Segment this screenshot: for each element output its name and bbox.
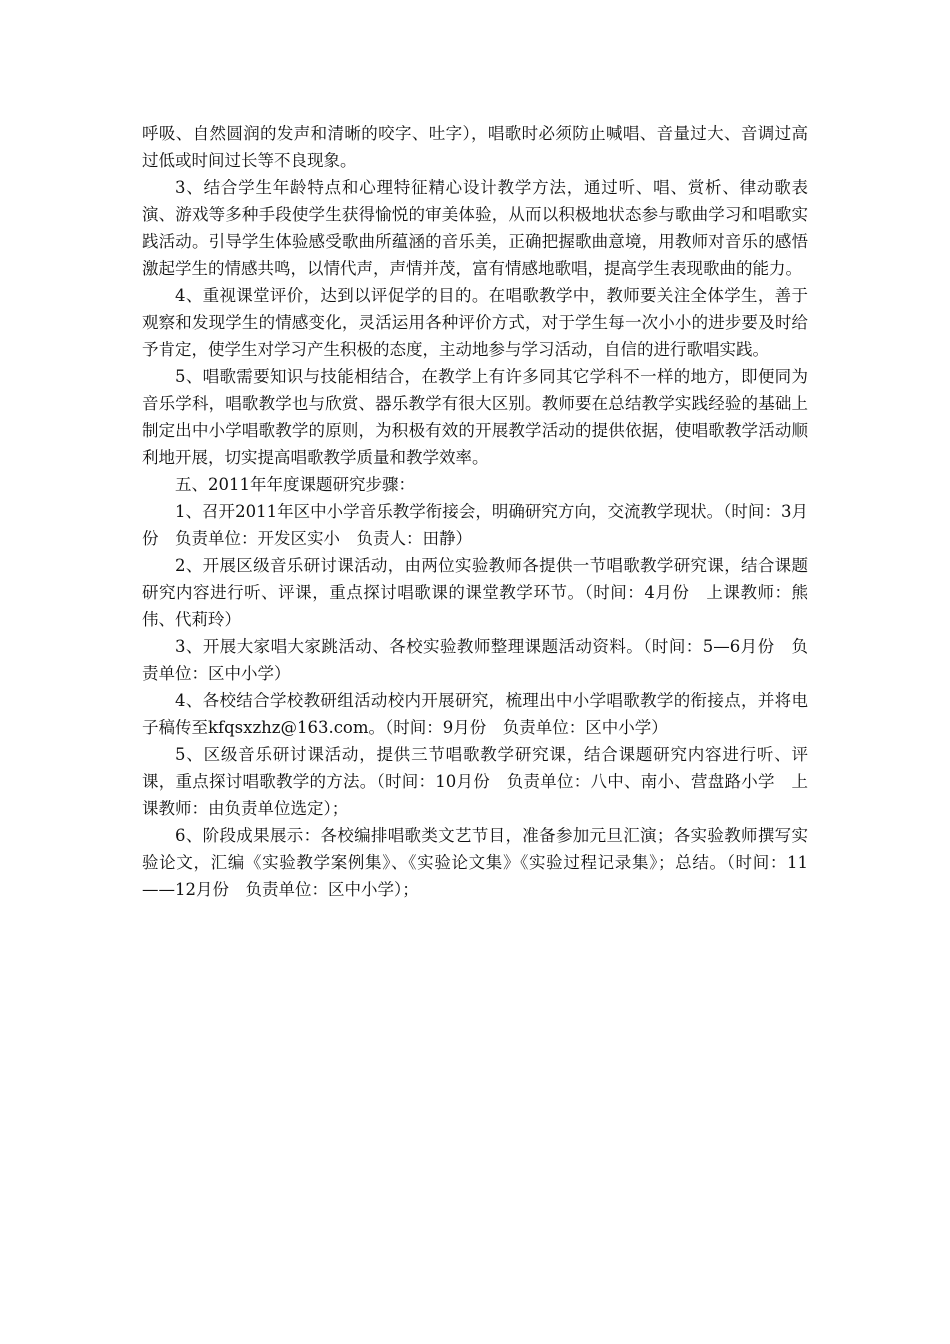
paragraph-item-5: 5、唱歌需要知识与技能相结合，在教学上有许多同其它学科不一样的地方，即便同为音乐学科，唱歌教学也与欣赏、器乐教学有很大区别。教师要在总结教学实践经验的基础上制定出中小学唱歌教学的原则，为积极有效的开展教学活动的提供依据，使唱歌教学活动顺利地开展，切实提高唱歌教学质量和教学效率。 xyxy=(142,367,808,467)
step-3: 3、开展大家唱大家跳活动、各校实验教师整理课题活动资料。（时间：5—6月份 负责单位：区中小学） xyxy=(142,637,808,683)
paragraph-item-4: 4、重视课堂评价，达到以评促学的目的。在唱歌教学中，教师要关注全体学生，善于观察和发现学生的情感变化，灵活运用各种评价方式，对于学生每一次小小的进步要及时给予肯定，使学生对学习产生积极的态度，主动地参与学习活动，自信的进行歌唱实践。 xyxy=(142,286,808,359)
paragraph-item-3: 3、结合学生年龄特点和心理特征精心设计教学方法，通过听、唱、赏析、律动歌表演、游戏等多种手段使学生获得愉悦的审美体验，从而以积极地状态参与歌曲学习和唱歌实践活动。引导学生体验感受歌曲所蕴涵的音乐美，正确把握歌曲意境，用教师对音乐的感悟激起学生的情感共鸣，以情代声，声情并茂，富有情感地歌唱，提高学生表现歌曲的能力。 xyxy=(142,178,808,278)
paragraph-continuation: 呼吸、自然圆润的发声和清晰的咬字、吐字），唱歌时必须防止喊唱、音量过大、音调过高过低或时间过长等不良现象。 xyxy=(142,124,808,170)
step-2: 2、开展区级音乐研讨课活动，由两位实验教师各提供一节唱歌教学研究课，结合课题研究内容进行听、评课，重点探讨唱歌课的课堂教学环节。（时间：4月份 上课教师：熊伟、代莉玲） xyxy=(142,556,808,629)
step-6: 6、阶段成果展示：各校编排唱歌类文艺节目，准备参加元旦汇演；各实验教师撰写实验论文，汇编《实验教学案例集》、《实验论文集》《实验过程记录集》；总结。（时间：11——12月份 负责单位：区中小学）； xyxy=(142,826,808,899)
step-5: 5、区级音乐研讨课活动，提供三节唱歌教学研究课，结合课题研究内容进行听、评课，重点探讨唱歌教学的方法。（时间：10月份 负责单位：八中、南小、营盘路小学 上课教师：由负责单位选定）； xyxy=(142,745,808,818)
step-4: 4、各校结合学校教研组活动校内开展研究，梳理出中小学唱歌教学的衔接点，并将电子稿传至kfqsxzhz@163.com。（时间：9月份 负责单位：区中小学） xyxy=(142,691,808,737)
document-body xyxy=(142,120,808,903)
step-1: 1、召开2011年区中小学音乐教学衔接会，明确研究方向，交流教学现状。（时间：3月份 负责单位：开发区实小 负责人：田静） xyxy=(142,502,808,548)
section-heading: 五、2011年年度课题研究步骤： xyxy=(175,475,415,494)
